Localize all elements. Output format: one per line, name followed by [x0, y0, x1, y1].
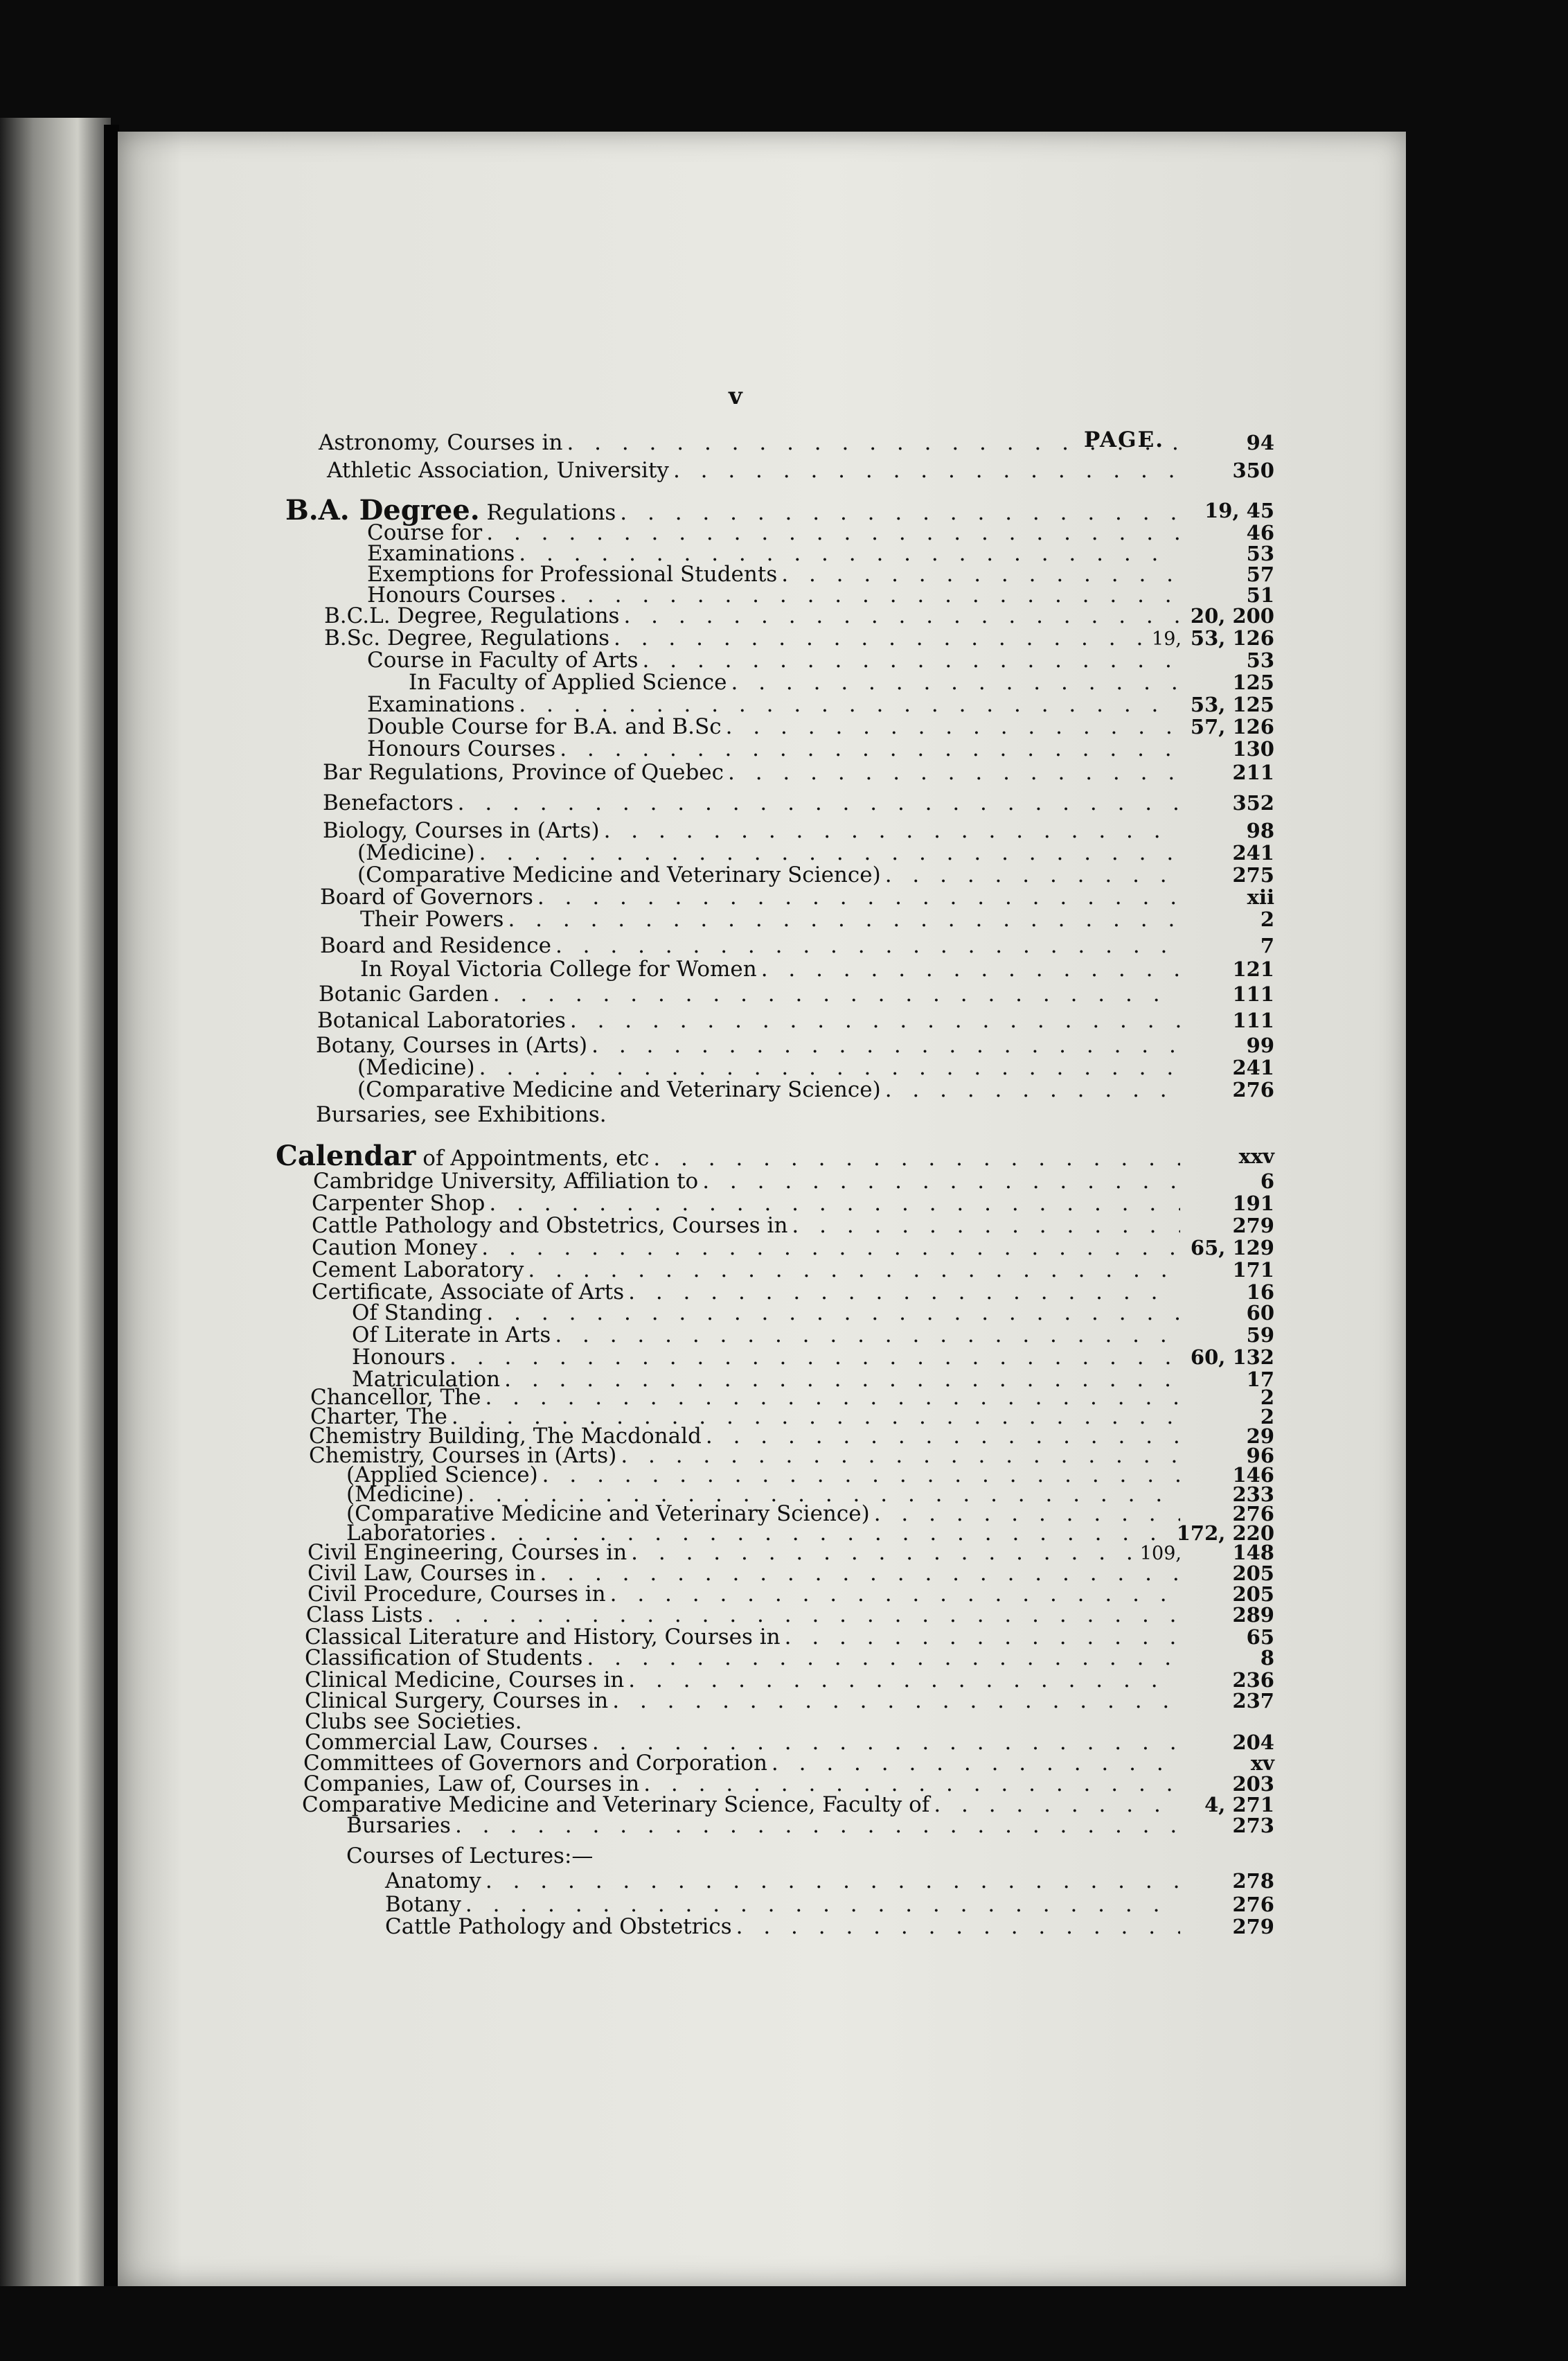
index-entry [346, 1813, 1274, 1838]
entry-label [312, 1258, 524, 1282]
entry-label [316, 1034, 587, 1057]
index-entry [320, 933, 1274, 958]
leader-dots [885, 863, 1180, 887]
entry-text: Exemptions for Professional Students [367, 562, 778, 587]
entry-page-number: 2 [1260, 1386, 1274, 1409]
page-column-header: PAGE. [1084, 427, 1165, 452]
leader-dots [493, 982, 1180, 1006]
entry-page-number: 275 [1232, 863, 1274, 887]
entry-page-number: 6 [1260, 1169, 1274, 1193]
index-entry [357, 1077, 1274, 1102]
index-entry [285, 494, 1274, 527]
entry-label [367, 648, 639, 672]
entry-page-number: 60, 132 [1190, 1345, 1274, 1369]
index-entry [306, 1602, 1274, 1627]
entry-page-number: 148 [1232, 1541, 1274, 1564]
entry-text: Botany [385, 1892, 461, 1917]
entry-page-number: 130 [1232, 737, 1274, 761]
index-entry [409, 670, 1274, 695]
entry-page-number: 8 [1260, 1646, 1274, 1670]
entry-text: Cattle Pathology and Obstetrics [385, 1914, 732, 1939]
entry-page-number: 352 [1232, 791, 1274, 815]
entry-page-number: 171 [1232, 1258, 1274, 1282]
leader-dots [427, 1603, 1180, 1627]
entry-text: Cattle Pathology and Obstetrics, Courses in [312, 1213, 788, 1238]
entry-text: Chancellor, The [310, 1385, 481, 1410]
entry-text: (Medicine) [357, 840, 475, 865]
leader-dots [489, 1192, 1180, 1215]
leader-dots [591, 1034, 1180, 1057]
entry-label [323, 761, 724, 784]
entry-label [312, 1192, 485, 1215]
leader-dots [479, 1056, 1180, 1079]
leader-dots [570, 1009, 1180, 1032]
index-entry [385, 1892, 1274, 1917]
entry-label [357, 863, 881, 887]
entry-text: Clinical Surgery, Courses in [305, 1688, 609, 1713]
entry-heading: B.A. Degree. [285, 494, 480, 527]
leader-dots [673, 459, 1180, 482]
entry-text: Honours [352, 1345, 446, 1370]
entry-text: Committees of Governors and Corporation [303, 1751, 767, 1776]
entry-text: Course for [367, 520, 483, 545]
entry-page-number: 279 [1232, 1915, 1274, 1938]
book-gutter [104, 125, 119, 2286]
entry-label [323, 819, 600, 842]
entry-text: Of Literate in Arts [352, 1323, 551, 1347]
entry-text: Athletic Association, University [327, 458, 669, 483]
entry-page-number: 53 [1246, 542, 1274, 565]
leader-dots [560, 737, 1180, 761]
entry-text: B.C.L. Degree, Regulations [324, 603, 620, 628]
entry-page-number: 276 [1232, 1078, 1274, 1102]
entry-label [317, 1009, 566, 1032]
index-entry [352, 1345, 1274, 1370]
leader-dots [736, 1915, 1180, 1938]
entry-page-number: 98 [1246, 819, 1274, 842]
entry-text: (Medicine) [346, 1482, 464, 1507]
leader-dots [560, 583, 1180, 607]
entry-label [320, 885, 533, 909]
leader-dots [555, 934, 1180, 957]
entry-text: Bar Regulations, Province of Quebec [323, 760, 724, 785]
entry-label [357, 1056, 475, 1079]
entry-page-number: 289 [1232, 1603, 1274, 1627]
entry-text: Civil Procedure, Courses in [308, 1582, 606, 1607]
entry-text: In Faculty of Applied Science [409, 670, 727, 695]
entry-label [367, 737, 555, 761]
entry-text: Comparative Medicine and Veterinary Science, Faculty of [302, 1792, 930, 1817]
entry-page-number: 191 [1232, 1192, 1274, 1215]
entry-label [346, 1814, 451, 1837]
entry-page-number: 2 [1260, 1405, 1274, 1429]
leader-dots [486, 521, 1180, 545]
leader-dots [604, 819, 1180, 842]
entry-text: Honours Courses [367, 736, 556, 761]
index-entry [357, 1055, 1274, 1080]
leader-dots [728, 761, 1180, 784]
leader-dots [643, 648, 1180, 672]
entry-page-number: 237 [1232, 1689, 1274, 1713]
leader-dots [455, 1814, 1180, 1837]
index-entry [324, 626, 1274, 651]
entry-page-number: 51 [1246, 583, 1274, 607]
entry-page-number: 121 [1232, 957, 1274, 981]
entry-page-number: xv [1250, 1751, 1274, 1775]
index-entry [319, 982, 1274, 1007]
entry-text: Classification of Students [305, 1645, 583, 1670]
leader-dots [623, 604, 1180, 628]
entry-label [352, 1301, 482, 1325]
entry-label [305, 1646, 582, 1670]
entry-text: Civil Law, Courses in [308, 1561, 536, 1586]
entry-text: Civil Engineering, Courses in [308, 1540, 627, 1565]
entry-label [360, 908, 504, 931]
entry-page-number: xxv [1238, 1144, 1274, 1168]
entry-label [352, 1323, 551, 1347]
entry-label [312, 1236, 477, 1259]
entry-text: Matriculation [352, 1367, 501, 1392]
leader-dots [540, 1562, 1180, 1585]
entry-label [346, 1844, 593, 1868]
entry-page-number: 279 [1232, 1214, 1274, 1237]
entry-label [327, 459, 669, 482]
entry-page-number: 65, 129 [1190, 1236, 1274, 1259]
entry-page-number: 29 [1246, 1424, 1274, 1448]
entry-page-number: 146 [1232, 1463, 1274, 1487]
index-entry [305, 1645, 1274, 1670]
entry-page-number: 2 [1260, 908, 1274, 931]
entry-page-number: 53, 126 [1190, 626, 1274, 650]
entry-text: Charter, The [310, 1404, 447, 1429]
entry-text: of Appointments, etc [416, 1146, 650, 1171]
entry-page-number: 65 [1246, 1625, 1274, 1649]
entry-page-number: 16 [1246, 1280, 1274, 1304]
entry-text: Cement Laboratory [312, 1257, 524, 1282]
entry-page-number: 203 [1232, 1772, 1274, 1796]
entry-text: Bursaries [346, 1813, 451, 1838]
index-entry [323, 790, 1274, 815]
leader-dots [479, 841, 1180, 865]
entry-text: Board of Governors [320, 885, 533, 910]
entry-text: Examinations [367, 541, 515, 566]
entry-text: Chemistry Building, The Macdonald [309, 1424, 702, 1449]
entry-page-number: 19, 45 [1204, 499, 1274, 522]
entry-text: Certificate, Associate of Arts [312, 1280, 625, 1305]
entry-page-number: 233 [1232, 1483, 1274, 1506]
entry-label [385, 1869, 481, 1893]
entry-page-number: 172, 220 [1176, 1521, 1274, 1545]
entry-page-number: 276 [1232, 1893, 1274, 1916]
index-entry [352, 1323, 1274, 1347]
leader-dots [508, 908, 1180, 931]
index-entry [357, 840, 1274, 865]
leader-dots [614, 626, 1148, 650]
entry-label [324, 604, 619, 628]
entry-label [352, 1345, 445, 1369]
entry-label [360, 957, 757, 981]
index-entry [316, 1033, 1274, 1058]
index-entry [323, 818, 1274, 843]
leader-dots [761, 957, 1180, 981]
entry-page-number: 60 [1246, 1301, 1274, 1325]
entry-page-number: 96 [1246, 1444, 1274, 1467]
index-entry [357, 863, 1274, 887]
index-entry [367, 648, 1274, 673]
index-entry [312, 1257, 1274, 1282]
entry-text: Cambridge University, Affiliation to [313, 1169, 699, 1194]
leader-dots [465, 1893, 1180, 1916]
leader-dots [653, 1147, 1180, 1170]
entry-label [313, 1169, 698, 1193]
index-entry [312, 1213, 1274, 1238]
index-entry [352, 1300, 1274, 1325]
index-entry [367, 736, 1274, 761]
entry-text: (Comparative Medicine and Veterinary Science) [357, 1077, 881, 1102]
entry-text: Board and Residence [320, 933, 551, 958]
index-entry [312, 1235, 1274, 1260]
leader-dots [612, 1689, 1180, 1713]
entry-text: Anatomy [385, 1868, 481, 1893]
entry-page-number: 20, 200 [1190, 604, 1274, 628]
index-entry [317, 1008, 1274, 1033]
index-entry [367, 692, 1274, 717]
entry-label [324, 626, 609, 650]
entry-text: (Medicine) [357, 1055, 475, 1080]
leader-dots [449, 1345, 1180, 1369]
entry-text: Examinations [367, 692, 515, 717]
entry-page-number: 278 [1232, 1869, 1274, 1893]
entry-page-number: 276 [1232, 1502, 1274, 1526]
entry-label [409, 671, 727, 694]
entry-label [319, 431, 562, 454]
entry-text: Carpenter Shop [312, 1191, 485, 1216]
entry-page-number: 125 [1232, 671, 1274, 694]
leader-dots [885, 1078, 1180, 1102]
entry-page-number: 46 [1246, 521, 1274, 545]
entry-text: (Comparative Medicine and Veterinary Science) [357, 863, 881, 887]
entry-label [385, 1893, 461, 1916]
leader-dots [587, 1646, 1180, 1670]
entry-page-number: 350 [1232, 459, 1274, 482]
index-entry [360, 907, 1274, 932]
entry-label [385, 1915, 732, 1938]
entry-page-number: 111 [1232, 1009, 1274, 1032]
entry-label [276, 1140, 650, 1172]
entry-text: Bursaries, see Exhibitions. [316, 1102, 607, 1127]
leader-dots [610, 1582, 1180, 1606]
entry-text: Clinical Medicine, Courses in [305, 1668, 625, 1692]
entry-page-number: 241 [1232, 841, 1274, 865]
leader-dots [631, 1541, 1136, 1564]
entry-page-number: 57, 126 [1190, 715, 1274, 739]
entry-text: Honours Courses [367, 583, 556, 608]
entry-label [320, 934, 551, 957]
entry-page-number: 205 [1232, 1582, 1274, 1606]
leader-dots [628, 1668, 1180, 1692]
index-entry [276, 1140, 1274, 1172]
index-entry [385, 1868, 1274, 1893]
leader-dots [785, 1625, 1180, 1649]
entry-page-number: 57 [1246, 563, 1274, 586]
entry-text: Course in Faculty of Arts [367, 648, 639, 673]
entry-label [306, 1603, 423, 1627]
index-entry [346, 1844, 1184, 1868]
index-entry [385, 1914, 1274, 1939]
entry-text: Clubs see Societies. [305, 1709, 522, 1734]
index-entry [308, 1582, 1274, 1607]
index-entry [323, 760, 1274, 785]
leader-dots [726, 715, 1180, 739]
entry-page-number: 211 [1232, 761, 1274, 784]
entry-text: Courses of Lectures:— [346, 1843, 594, 1868]
leader-dots [702, 1169, 1180, 1193]
index-entry [324, 603, 1274, 628]
leader-dots [731, 671, 1181, 694]
leader-dots [792, 1214, 1180, 1237]
entry-text: Companies, Law of, Courses in [303, 1771, 640, 1796]
entry-text: B.Sc. Degree, Regulations [324, 626, 610, 651]
entry-text: Their Powers [360, 907, 504, 932]
index-entry [312, 1191, 1274, 1216]
entry-text: Laboratories [346, 1521, 485, 1546]
entry-page-number: 53, 125 [1190, 693, 1274, 716]
entry-text: Chemistry, Courses in (Arts) [309, 1443, 617, 1468]
entry-label [367, 693, 515, 716]
entry-label [319, 982, 489, 1006]
entry-text: In Royal Victoria College for Women [360, 957, 757, 982]
index-entry [319, 430, 1274, 455]
entry-text: Botanical Laboratories [317, 1008, 566, 1033]
entry-page-number: 94 [1246, 431, 1274, 454]
leader-dots [458, 791, 1180, 815]
entry-page-number: 111 [1232, 982, 1274, 1006]
inline-page-ref: 19, [1152, 628, 1182, 650]
entry-label [316, 1103, 607, 1126]
entry-text: Double Course for B.A. and B.Sc [367, 714, 722, 739]
leader-dots [781, 563, 1180, 586]
leader-dots [481, 1236, 1180, 1259]
entry-text: Botanic Garden [319, 982, 489, 1007]
entry-page-number: 241 [1232, 1056, 1274, 1079]
leader-dots [537, 885, 1180, 909]
leader-dots [628, 1280, 1180, 1304]
adjacent-page-edge [0, 118, 111, 2286]
entry-page-number: 17 [1246, 1368, 1274, 1391]
entry-text: (Applied Science) [346, 1462, 538, 1487]
entry-label [323, 791, 454, 815]
entry-page-number: 236 [1232, 1668, 1274, 1692]
entry-text: Botany, Courses in (Arts) [316, 1033, 588, 1058]
entry-page-number: 273 [1232, 1814, 1274, 1837]
leader-dots [555, 1323, 1180, 1347]
entry-page-number: 205 [1232, 1562, 1274, 1585]
entry-text: Classical Literature and History, Courses in [305, 1625, 781, 1650]
entry-label [312, 1214, 787, 1237]
index-entry [327, 458, 1274, 483]
leader-dots [485, 1869, 1180, 1893]
entry-text: Of Standing [352, 1300, 483, 1325]
entry-page-number: 204 [1232, 1731, 1274, 1754]
index-entry [313, 1169, 1274, 1194]
entry-heading: Calendar [276, 1140, 416, 1172]
entry-label [357, 1078, 881, 1102]
entry-text: (Comparative Medicine and Veterinary Science) [346, 1501, 870, 1526]
entry-page-number: 99 [1246, 1034, 1274, 1057]
leader-dots [528, 1258, 1180, 1282]
inline-page-ref: 109, [1139, 1543, 1182, 1564]
entry-page-number: 53 [1246, 648, 1274, 672]
entry-page-number: 7 [1260, 934, 1274, 957]
entry-page-number: 4, 271 [1204, 1793, 1274, 1816]
entry-text: Caution Money [312, 1235, 478, 1260]
entry-text: Astronomy, Courses in [319, 430, 563, 455]
entry-text: Benefactors [323, 790, 454, 815]
index-entry [367, 714, 1274, 739]
entry-text: Class Lists [306, 1602, 423, 1627]
entry-text: Commercial Law, Courses [305, 1730, 588, 1755]
leader-dots [567, 431, 1180, 454]
index-entry [316, 1103, 1184, 1126]
leader-dots [519, 693, 1180, 716]
entry-page-number: 59 [1246, 1323, 1274, 1347]
leader-dots [486, 1301, 1180, 1325]
leader-dots [772, 1751, 1180, 1775]
entry-label [357, 841, 475, 865]
entry-text: Regulations [479, 500, 616, 525]
entry-label [367, 715, 722, 739]
entry-text: Biology, Courses in (Arts) [323, 818, 600, 843]
entry-page-number: xii [1247, 885, 1274, 909]
index-entry [320, 885, 1274, 910]
page-folio: v [729, 382, 742, 410]
index-entry [360, 957, 1274, 982]
